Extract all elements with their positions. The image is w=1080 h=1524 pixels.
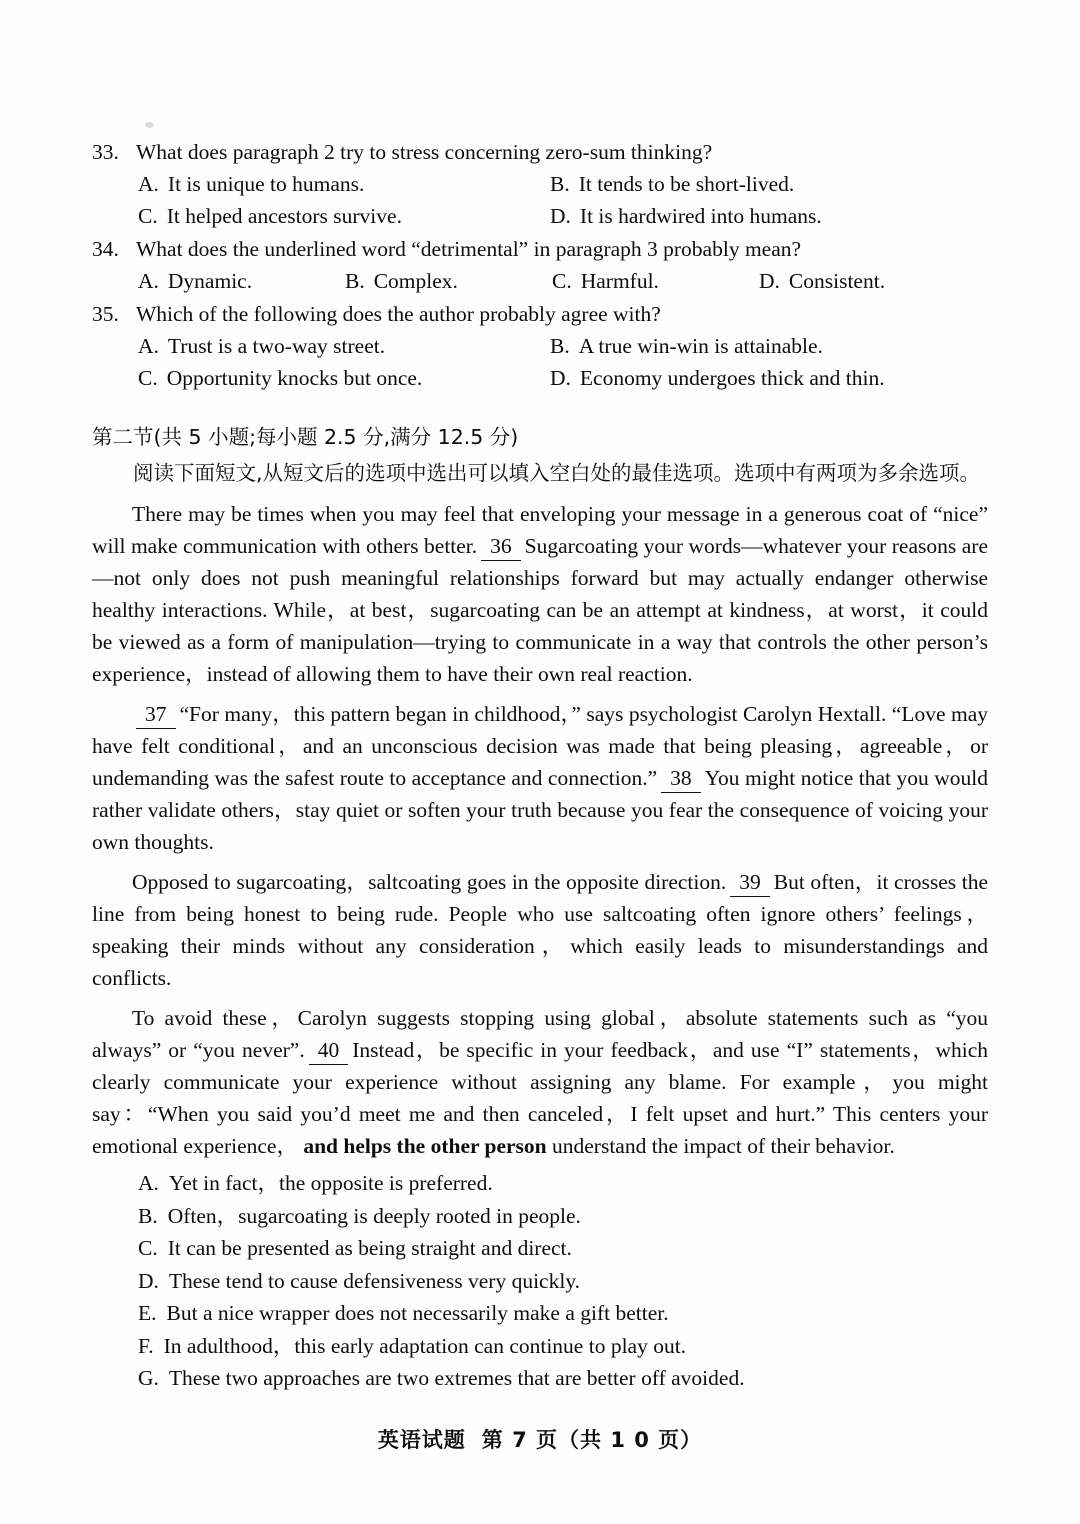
option-letter: B. [550, 334, 570, 358]
question-34-stem: What does the underlined word “detrimental” in paragraph 3 probably mean? [136, 237, 802, 261]
question-34-option-c[interactable] [552, 265, 759, 297]
paragraph-2-text-a: “For many，this pattern began in childhood，” says psychologist Carolyn Hextall. “Love may have felt conditional，and an unconscious decision was made that being pleasing，agreeable，or undemanding was the safest route to acceptance and connection.” [92, 702, 988, 790]
option-text: Consistent. [788, 269, 886, 293]
option-text: A true win-win is attainable. [578, 334, 823, 358]
option-letter: A. [138, 334, 159, 358]
option-text: Harmful. [580, 269, 659, 293]
question-35-option-c[interactable] [138, 362, 550, 394]
option-text: Complex. [373, 269, 458, 293]
option-text: Opportunity knocks but once. [166, 366, 423, 390]
footer-subject: 英语试题 [377, 1428, 466, 1452]
question-34-stem-line [92, 233, 988, 265]
choice-item-e[interactable] [92, 1297, 988, 1330]
choice-letter: F. [138, 1333, 154, 1358]
choice-item-g[interactable] [92, 1362, 988, 1395]
question-35-option-a[interactable] [138, 330, 550, 362]
paragraph-2-text-b: You might notice that you would rather validate others，stay quiet or soften your truth because you fear the consequence of voicing your own thoughts. [92, 766, 988, 854]
option-letter: C. [138, 366, 158, 390]
option-letter: D. [550, 204, 571, 228]
option-letter: B. [550, 172, 570, 196]
paragraph-4-text-b: Instead，be specific in your feedback，and use “I” statements，which clearly communicate your experience without assigning any blame. For example，you might say：“When you said you’d meet me and then canceled，I felt upset and hurt.” This centers your emotional experience， [92, 1038, 988, 1158]
question-33-option-a[interactable] [138, 168, 550, 200]
question-35-stem: Which of the following does the author probably agree with? [136, 302, 661, 326]
choice-text: In adulthood，this early adaptation can continue to play out. [163, 1333, 687, 1358]
choice-text: These two approaches are two extremes that are better off avoided. [168, 1366, 745, 1390]
question-34-option-a[interactable] [138, 265, 345, 297]
question-35-options-row-2 [92, 362, 988, 394]
section-two-heading: 第二节(共 5 小题;每小题 2.5 分,满分 12.5 分) [92, 425, 519, 449]
instruction-text: 阅读下面短文,从短文后的选项中选出可以填入空白处的最佳选项。选项中有两项为多余选项。 [133, 461, 981, 485]
paragraph-4-text-bold: and helps the other person [303, 1134, 547, 1158]
scan-speck [145, 122, 154, 128]
option-letter: A. [138, 269, 159, 293]
choice-letter: A. [138, 1171, 159, 1195]
question-33-option-b[interactable] [550, 168, 962, 200]
question-34-options-row [92, 265, 988, 297]
option-letter: D. [759, 269, 780, 293]
choice-item-b[interactable] [92, 1200, 988, 1233]
paragraph-3-text-a: Opposed to sugarcoating，saltcoating goes in the opposite direction. [132, 870, 727, 894]
question-35-options-row-1 [92, 330, 988, 362]
option-text: Economy undergoes thick and thin. [579, 366, 885, 390]
option-letter: A. [138, 172, 159, 196]
blank-36[interactable]: 36 [481, 533, 521, 561]
option-text: It is unique to humans. [167, 172, 365, 196]
paragraph-4-text-a: To avoid these，Carolyn suggests stopping using global，absolute statements such as “you always” or “you never”. [92, 1006, 988, 1062]
option-letter: C. [552, 269, 572, 293]
question-35-stem-line [92, 298, 988, 330]
page-content [92, 136, 988, 1395]
passage-paragraph-3 [92, 866, 988, 994]
option-text: It tends to be short-lived. [578, 172, 795, 196]
passage-paragraph-1 [92, 498, 988, 690]
choice-text: It can be presented as being straight and direct. [167, 1236, 572, 1260]
blank-37[interactable]: 37 [136, 701, 176, 729]
question-33-option-c[interactable] [138, 200, 550, 232]
section-two-instruction [92, 456, 988, 490]
choice-item-c[interactable] [92, 1232, 988, 1265]
choice-text: But a nice wrapper does not necessarily make a gift better. [166, 1301, 669, 1325]
paragraph-4-text-c: understand the impact of their behavior. [552, 1134, 895, 1158]
option-letter: C. [138, 204, 158, 228]
choice-text: Yet in fact，the opposite is preferred. [168, 1171, 493, 1195]
choice-letter: G. [138, 1366, 159, 1390]
choice-item-a[interactable] [92, 1167, 988, 1200]
choice-letter: E. [138, 1301, 157, 1325]
question-33-options-row-2 [92, 200, 988, 232]
page-footer [0, 1424, 1080, 1454]
choice-letter: B. [138, 1203, 158, 1228]
passage-paragraph-2 [92, 698, 988, 858]
question-35-option-d[interactable] [550, 362, 962, 394]
choice-letter: D. [138, 1268, 159, 1293]
blank-40[interactable]: 40 [309, 1037, 349, 1065]
option-text: Dynamic. [167, 269, 253, 293]
paragraph-1-text-a: There may be times when you may feel that enveloping your message in a generous coat of “nice” will make communication with others better. [92, 502, 988, 558]
choice-item-f[interactable] [92, 1330, 988, 1363]
question-33-stem: What does paragraph 2 try to stress concerning zero-sum thinking? [136, 140, 713, 164]
question-35-number: 35. [92, 302, 119, 326]
paragraph-3-text-b: But often，it crosses the line from being honest to being rude. People who use saltcoating often ignore others’ feelings，speaking their minds without any consideration，which easily leads to misunderstandings and conflicts. [92, 870, 988, 990]
option-text: Trust is a two-way street. [167, 334, 386, 358]
choice-text: Often，sugarcoating is deeply rooted in people. [167, 1203, 581, 1228]
paragraph-1-text-b: Sugarcoating your words—whatever your reasons are—not only does not push meaningful relationships forward but may actually endanger otherwise healthy interactions. While，at best，sugarcoating can be an attempt at kindness，at worst，it could be viewed as a form of manipulation—trying to communicate in a way that controls the other person’s experience，instead of allowing them to have their own real reaction. [92, 534, 988, 686]
answer-choice-list [92, 1167, 988, 1395]
option-text: It is hardwired into humans. [579, 204, 822, 228]
choice-item-d[interactable] [92, 1265, 988, 1298]
question-33-options-row-1 [92, 168, 988, 200]
question-33-number: 33. [92, 140, 119, 164]
passage-paragraph-4 [92, 1002, 988, 1162]
footer-page-number: 第 7 页（共 1 0 页） [481, 1428, 703, 1452]
blank-39[interactable]: 39 [730, 869, 770, 897]
option-letter: D. [550, 366, 571, 390]
question-33 [92, 136, 988, 232]
question-35 [92, 298, 988, 394]
option-text: It helped ancestors survive. [166, 204, 402, 228]
choice-text: These tend to cause defensiveness very quickly. [168, 1268, 581, 1293]
question-33-option-d[interactable] [550, 200, 962, 232]
question-34 [92, 233, 988, 297]
question-34-number: 34. [92, 237, 119, 261]
question-34-option-b[interactable] [345, 265, 552, 297]
question-34-option-d[interactable] [759, 265, 966, 297]
blank-38[interactable]: 38 [661, 765, 701, 793]
choice-letter: C. [138, 1236, 158, 1260]
option-letter: B. [345, 269, 365, 293]
question-33-stem-line [92, 136, 988, 168]
question-35-option-b[interactable] [550, 330, 962, 362]
